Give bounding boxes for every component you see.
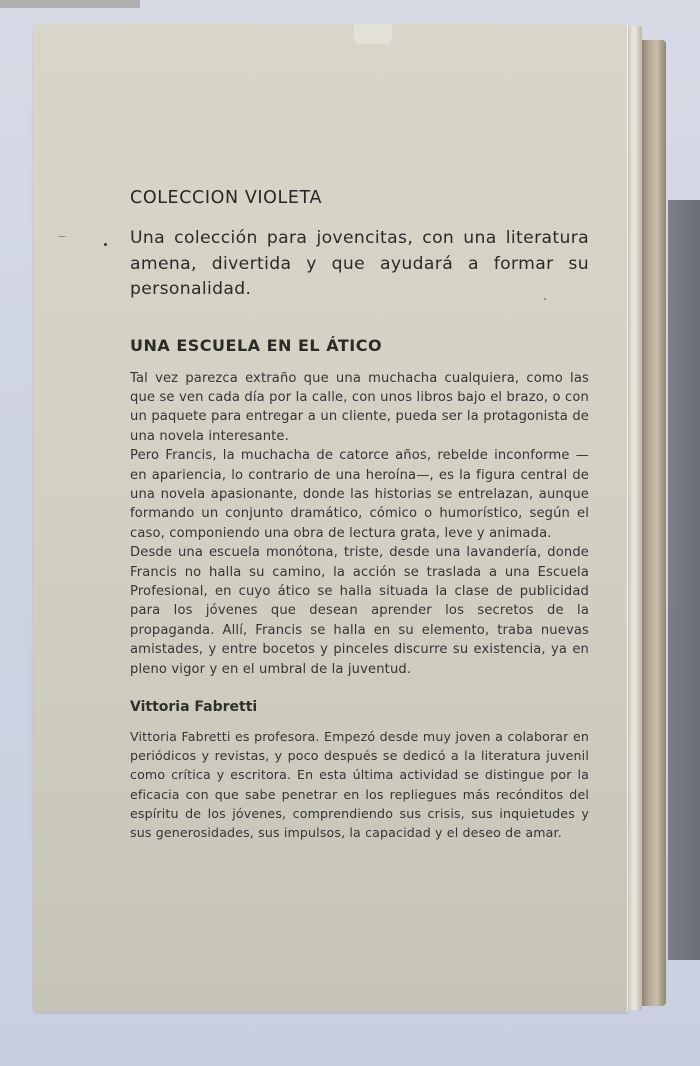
synopsis-paragraph: Tal vez parezca extraño que una muchacha cualquiera, como las que se ven cada día por la calle, con unos libros bajo el brazo, o con un paquete para entregar a un cliente, pueda ser la protagonista de una novela interesante.	[130, 370, 589, 444]
synopsis-paragraph: Pero Francis, la muchacha de catorce años, rebelde inconforme —en apariencia, lo contrario de una heroína—, es la figura central de una novela apasionante, donde las historias se entrelazan, aunque formando un conjunto dramático, cómico o humorístico, según el caso, componiendo una obra de lectura grata, leve y animada.	[130, 448, 589, 541]
ink-smudge	[58, 236, 66, 237]
cover-text	[130, 188, 589, 842]
collection-title: COLECCION VIOLETA	[130, 188, 323, 208]
author-bio	[130, 727, 589, 842]
book-spine	[642, 40, 666, 1006]
cover-notch	[354, 24, 392, 44]
background-shadow	[0, 0, 140, 8]
synopsis	[130, 369, 589, 680]
book-shadow	[668, 200, 700, 960]
synopsis-paragraph: Desde una escuela monótona, triste, desde una lavandería, donde Francis no halla su camino, la acción se traslada a una Escuela Profesional, en cuyo ático se halla situada la clase de publicidad para los jóvenes que desean aprender los secretos de la propaganda. Allí, Francis se halla en su elemento, traba nuevas amistades, y entre bocetos y pinceles discurre su existencia, ya en pleno vigor y en el umbral de la juventud.	[130, 545, 589, 677]
author-bio-text: Vittoria Fabretti es profesora. Empezó desde muy joven a colaborar en periódicos y revistas, y poco después se dedicó a la literatura juvenil como crítica y escritora. En esta última actividad se distingue por la eficacia con que sabe penetrar en los repliegues más recónditos del espíritu de los jóvenes, comprendiendo sus crisis, sus inquietudes y sus generosidades, sus impulsos, la capacidad y el deseo de amar.	[130, 729, 589, 841]
collection-tagline: Una colección para jovencitas, con una literatura amena, divertida y que ayudará a formar su personalidad.	[130, 228, 589, 299]
book-title: UNA ESCUELA EN EL ÁTICO	[130, 335, 383, 355]
author-name: Vittoria Fabretti	[130, 699, 258, 715]
cover-hinge	[628, 26, 642, 1010]
ink-smudge	[104, 243, 107, 246]
